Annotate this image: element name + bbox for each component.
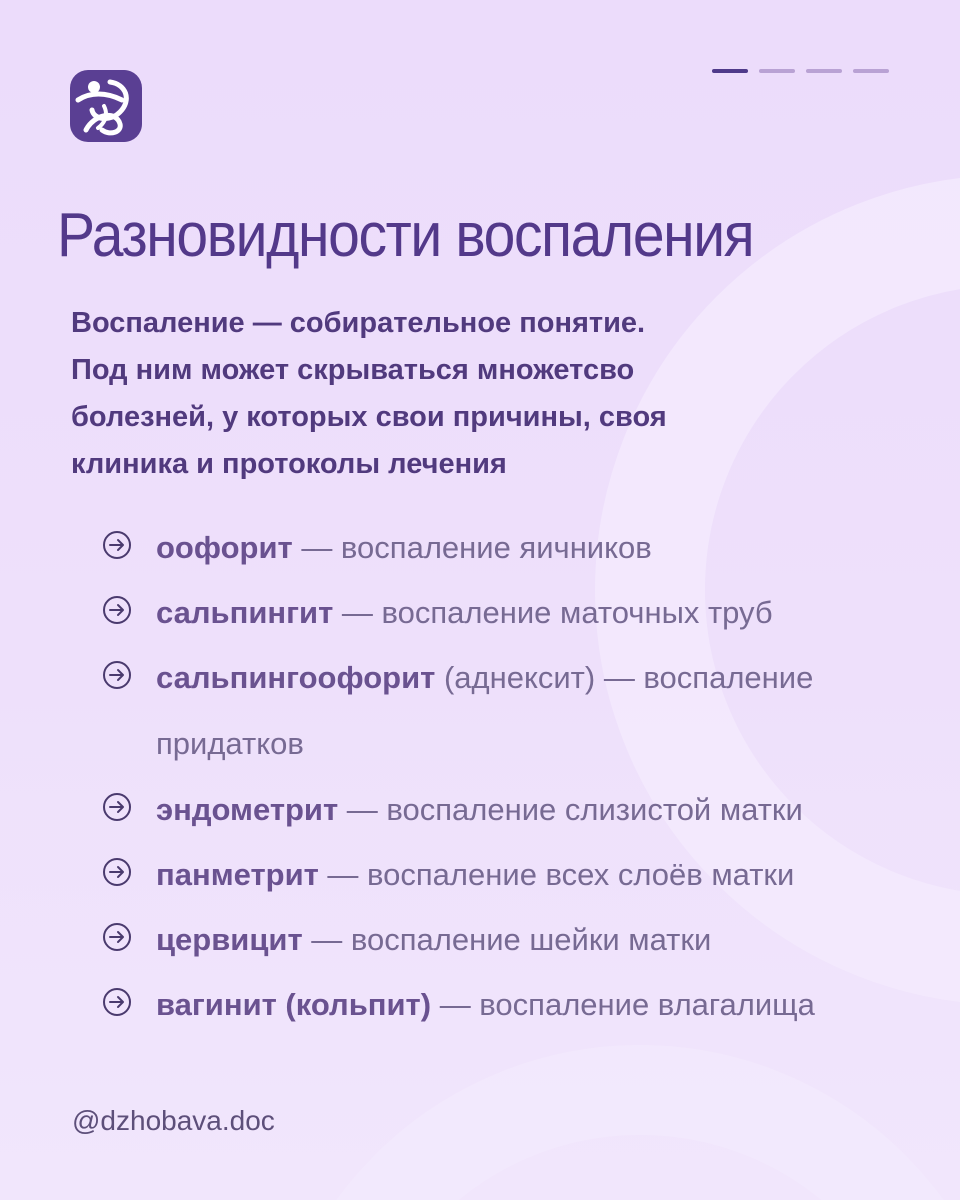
term: сальпингит (156, 595, 334, 630)
list-item (100, 580, 916, 646)
term: цервицит (156, 922, 303, 957)
arrow-right-circle-icon (100, 855, 134, 889)
arrow-right-circle-icon (100, 920, 134, 954)
term-description: — воспаление маточных труб (333, 595, 773, 630)
page-title: Разновидности воспаления (57, 201, 754, 270)
brand-logo (70, 70, 142, 142)
arrow-right-circle-icon (100, 985, 134, 1019)
term-description: — воспаление всех слоёв матки (318, 857, 795, 892)
term-description: — воспаление яичников (292, 530, 652, 565)
author-handle: @dzhobava.doc (72, 1105, 275, 1136)
list-item (100, 645, 916, 777)
arrow-right-circle-icon (100, 528, 134, 562)
list-item (100, 515, 916, 581)
term: вагинит (кольпит) (156, 987, 432, 1022)
term: панметрит (156, 857, 319, 892)
slide-pager (712, 69, 889, 73)
pager-segment (806, 69, 842, 73)
flower-figure-logo-icon (70, 70, 142, 142)
arrow-right-circle-icon (100, 593, 134, 627)
list-item (100, 907, 916, 973)
term: эндометрит (156, 792, 339, 827)
pager-segment (853, 69, 889, 73)
pager-segment-active (712, 69, 748, 73)
list-item (100, 972, 916, 1038)
intro-paragraph: Воспаление — собирательное понятие. Под ним может скрываться множетсво болезней, у которых свои причины, своя клиника и протоколы лечения (71, 307, 667, 480)
pager-segment (759, 69, 795, 73)
term: оофорит (156, 530, 293, 565)
term: сальпингоофорит (156, 660, 436, 695)
arrow-right-circle-icon (100, 658, 134, 692)
arrow-right-circle-icon (100, 790, 134, 824)
list-item (100, 777, 916, 843)
term-description: — воспаление влагалища (431, 987, 815, 1022)
list-item (100, 842, 916, 908)
term-description: (аднексит) — воспаление придатков (156, 660, 814, 761)
term-description: — воспаление слизистой матки (338, 792, 803, 827)
term-description: — воспаление шейки матки (302, 922, 712, 957)
